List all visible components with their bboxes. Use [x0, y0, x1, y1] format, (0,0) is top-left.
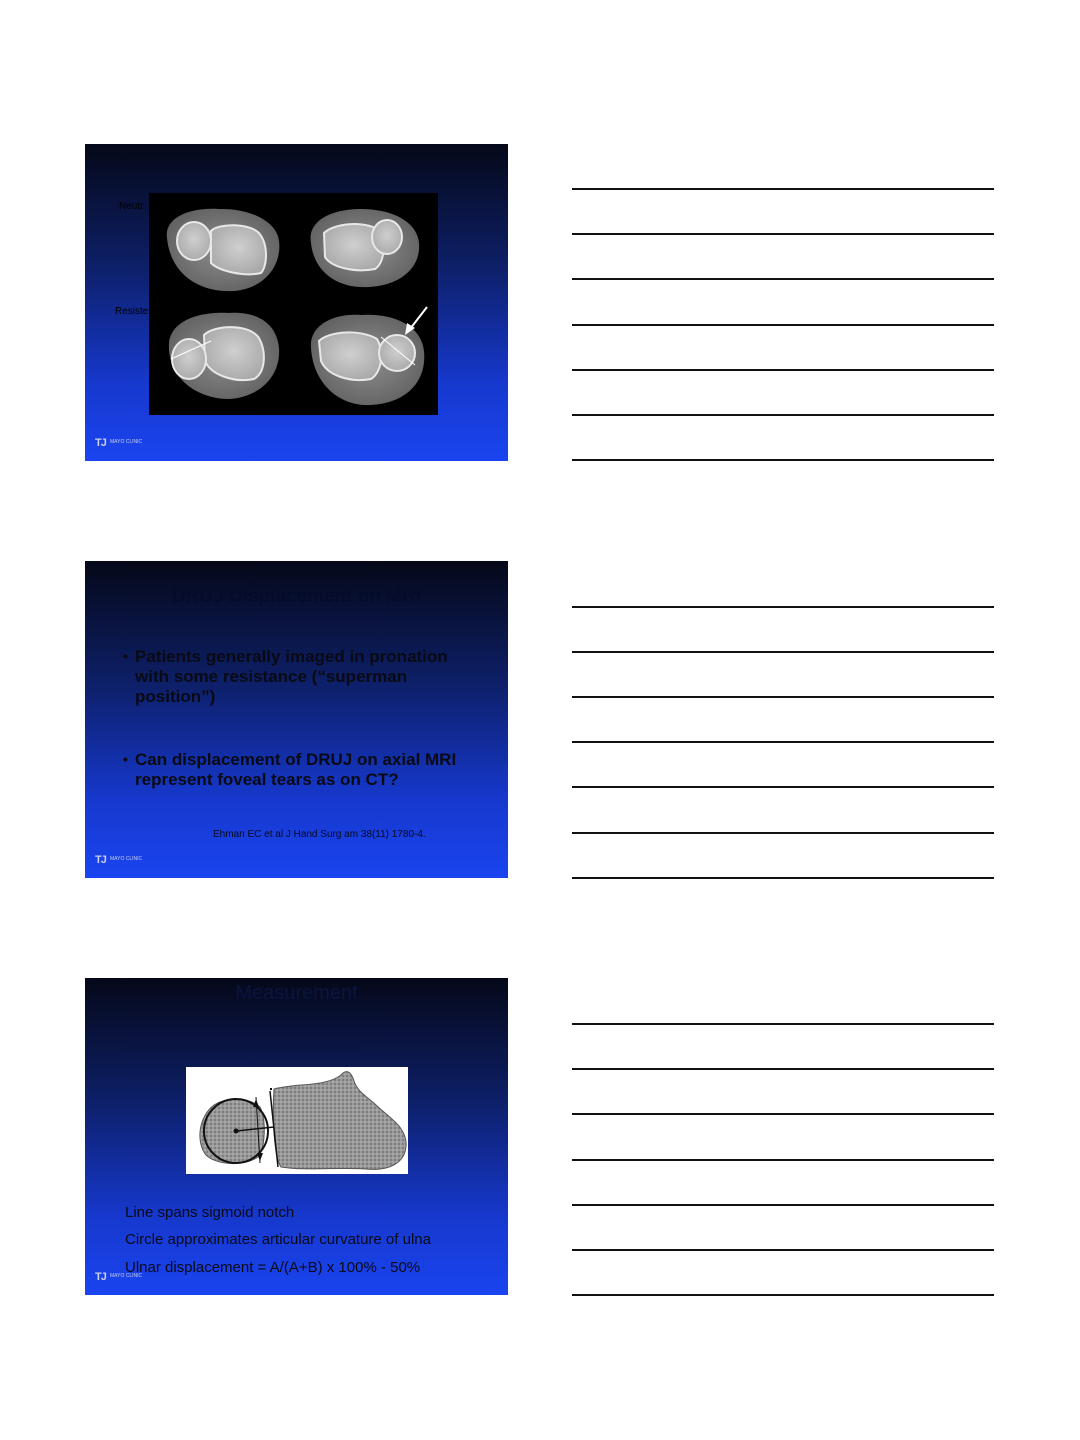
- mayo-logo: [95, 437, 155, 451]
- note-line: [572, 1294, 994, 1296]
- note-line: [572, 741, 994, 743]
- arrow-icon: [405, 307, 427, 335]
- note-line: [572, 278, 994, 280]
- note-line: [572, 877, 994, 879]
- note-line: [572, 651, 994, 653]
- slide-title: Measurement: [235, 982, 358, 1004]
- bullet-icon: •: [123, 751, 128, 767]
- note-line: [572, 1113, 994, 1115]
- citation: Ehman EC et al J Hand Surg am 38(11) 1780-4.: [213, 829, 426, 840]
- note-line: [572, 369, 994, 371]
- note-line: [572, 414, 994, 416]
- ct-scan-image: [149, 193, 438, 415]
- note-line: [572, 233, 994, 235]
- ct-resisted-left: [169, 313, 279, 399]
- note-line: [572, 324, 994, 326]
- ct-neutral-left: [167, 209, 280, 291]
- note-line: [572, 1159, 994, 1161]
- measurement-line-1: Line spans sigmoid notch: [125, 1204, 295, 1221]
- note-line: [572, 786, 994, 788]
- logo-text: MAYO CLINIC: [110, 439, 143, 445]
- bullet-text: Can displacement of DRUJ on axial MRI represent foveal tears as on CT?: [135, 750, 457, 789]
- ct-neutral-right: [311, 209, 420, 287]
- note-line: [572, 188, 994, 190]
- ct-image-panel: [149, 193, 438, 415]
- note-line: [572, 696, 994, 698]
- logo-mark: TJ: [95, 437, 106, 449]
- note-line: [572, 1023, 994, 1025]
- note-line: [572, 1204, 994, 1206]
- resisted-label: Resiste: [115, 306, 149, 317]
- measurement-diagram-image: [186, 1067, 408, 1174]
- bullet-item: [123, 750, 483, 790]
- slide-subtitle: Simplified measurement technique: [125, 1038, 356, 1055]
- bullet-item: [123, 647, 483, 707]
- note-line: [572, 606, 994, 608]
- logo-mark: TJ: [95, 854, 106, 866]
- note-line: [572, 832, 994, 834]
- note-line: [572, 1068, 994, 1070]
- neutral-label: Neutr: [119, 201, 144, 212]
- slide-title: DRUJ Displacement on MRI: [171, 586, 422, 607]
- measurement-line-3: Ulnar displacement = A/(A+B) x 100% - 50%: [125, 1259, 421, 1276]
- slide-ct-images: [85, 144, 508, 461]
- mayo-logo: [95, 854, 155, 868]
- logo-text: MAYO CLINIC: [110, 856, 143, 862]
- measurement-line-2: Circle approximates articular curvature of ulna: [125, 1231, 431, 1248]
- logo-text: MAYO CLINIC: [110, 1273, 143, 1279]
- slide-druj-mri: [85, 561, 508, 878]
- logo-mark: TJ: [95, 1271, 106, 1283]
- note-line: [572, 459, 994, 461]
- bullet-text: Patients generally imaged in pronation with some resistance (“superman position”): [135, 647, 448, 706]
- note-line: [572, 1249, 994, 1251]
- bullet-icon: •: [123, 648, 128, 664]
- measurement-diagram: [186, 1067, 408, 1174]
- slide-measurement: [85, 978, 508, 1295]
- mayo-logo: [95, 1271, 155, 1285]
